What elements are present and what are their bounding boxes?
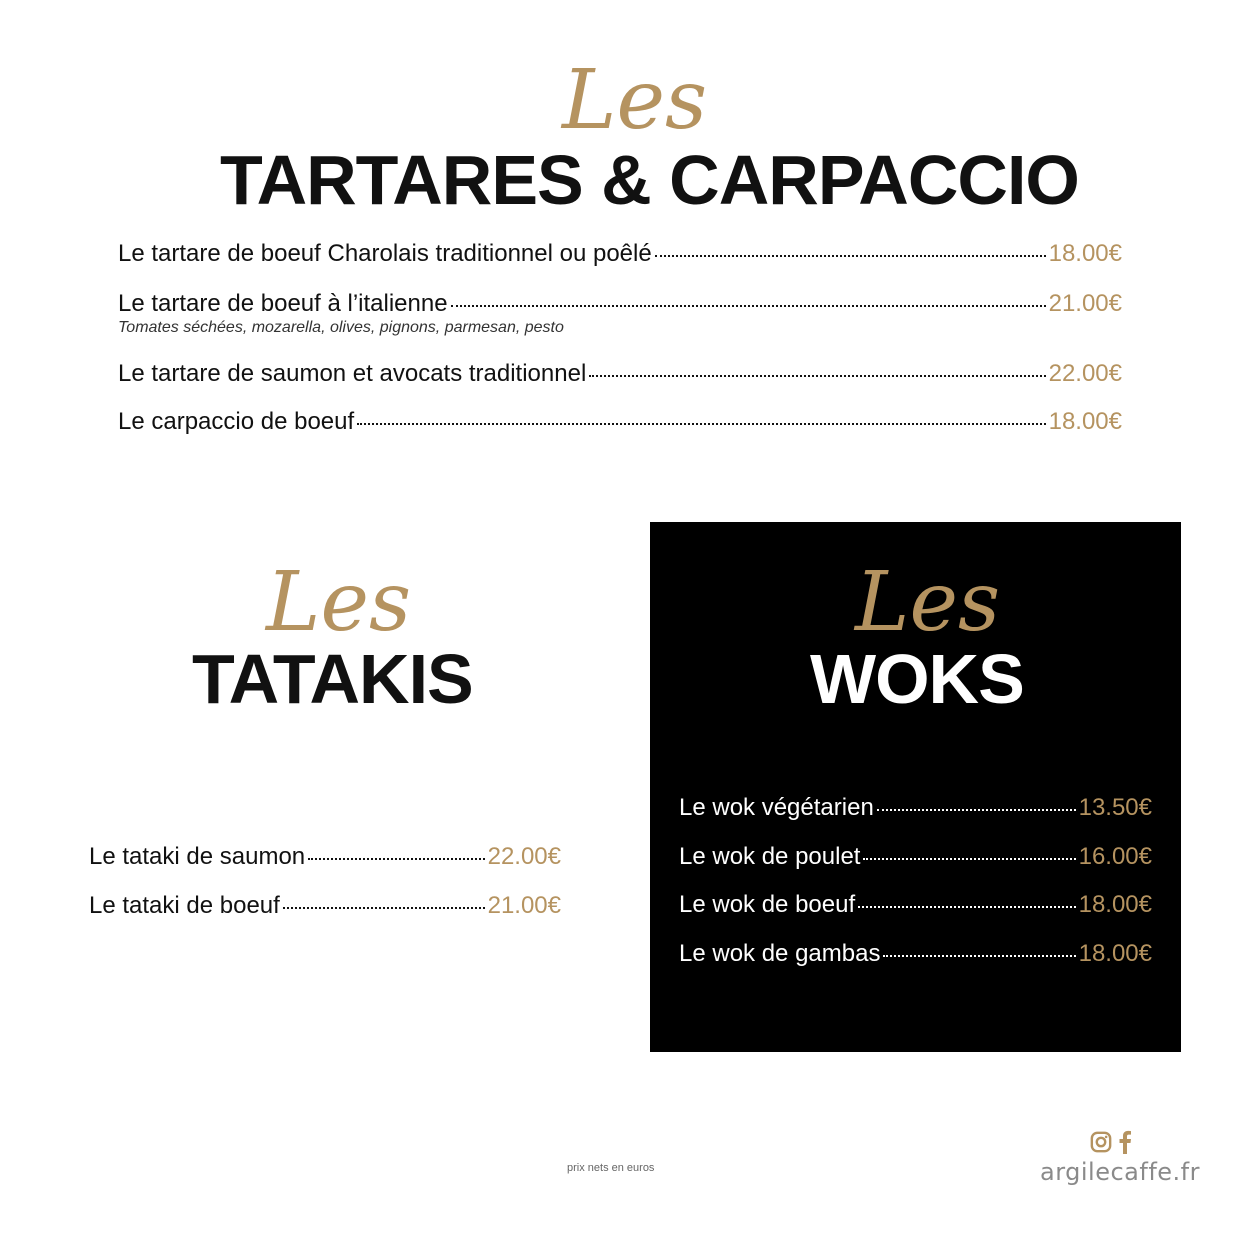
tartares-title: TARTARES & CARPACCIO	[220, 141, 1079, 219]
item-name: Le tartare de saumon et avocats traditionnel	[118, 360, 587, 387]
woks-title: WOKS	[810, 640, 1024, 718]
dot-leader	[655, 255, 1046, 257]
social-links	[1090, 1130, 1132, 1159]
item-price: 18.00€	[1078, 940, 1152, 967]
prices-note: prix nets en euros	[567, 1162, 655, 1174]
tataki-item-1	[89, 843, 561, 871]
item-name: Le tartare de boeuf à l’italienne	[118, 290, 448, 317]
tatakis-script-les: Les	[266, 555, 412, 650]
item-name: Le tataki de boeuf	[89, 892, 280, 919]
wok-item-4	[679, 940, 1152, 968]
item-price: 22.00€	[487, 843, 561, 870]
tartare-item-2	[118, 290, 1122, 318]
dot-leader	[863, 858, 1075, 860]
item-name: Le tartare de boeuf Charolais traditionnel ou poêlé	[118, 240, 652, 267]
woks-script-les: Les	[855, 555, 1001, 650]
item-price: 18.00€	[1048, 408, 1122, 435]
tartare-item-3	[118, 360, 1122, 388]
item-price: 18.00€	[1048, 240, 1122, 267]
item-price: 21.00€	[1048, 290, 1122, 317]
item-name: Le carpaccio de boeuf	[118, 408, 355, 435]
dot-leader	[451, 305, 1046, 307]
item-price: 21.00€	[487, 892, 561, 919]
website-link[interactable]: argilecaffe.fr	[1040, 1158, 1200, 1186]
dot-leader	[883, 955, 1075, 957]
dot-leader	[858, 906, 1075, 908]
wok-item-3	[679, 891, 1152, 919]
wok-item-1	[679, 794, 1152, 822]
item-price: 18.00€	[1078, 891, 1152, 918]
item-name: Le wok de poulet	[679, 843, 861, 870]
item-price: 22.00€	[1048, 360, 1122, 387]
wok-item-2	[679, 843, 1152, 871]
tartares-script-les: Les	[562, 53, 708, 148]
tartare-item-1	[118, 240, 1122, 268]
item-name: Le tataki de saumon	[89, 843, 306, 870]
item-price: 13.50€	[1078, 794, 1152, 821]
tartare-item-4	[118, 408, 1122, 436]
item-name: Le wok de boeuf	[679, 891, 856, 918]
instagram-icon[interactable]	[1090, 1131, 1112, 1158]
dot-leader	[283, 907, 485, 909]
tataki-item-2	[89, 892, 561, 920]
item-name: Le wok de gambas	[679, 940, 881, 967]
facebook-icon[interactable]	[1118, 1130, 1132, 1159]
dot-leader	[589, 375, 1045, 377]
dot-leader	[308, 858, 484, 860]
tatakis-title: TATAKIS	[192, 640, 473, 718]
dot-leader	[877, 809, 1076, 811]
tartare-item-2-note: Tomates séchées, mozarella, olives, pignons, parmesan, pesto	[118, 319, 564, 336]
item-price: 16.00€	[1078, 843, 1152, 870]
item-name: Le wok végétarien	[679, 794, 874, 821]
dot-leader	[357, 423, 1045, 425]
